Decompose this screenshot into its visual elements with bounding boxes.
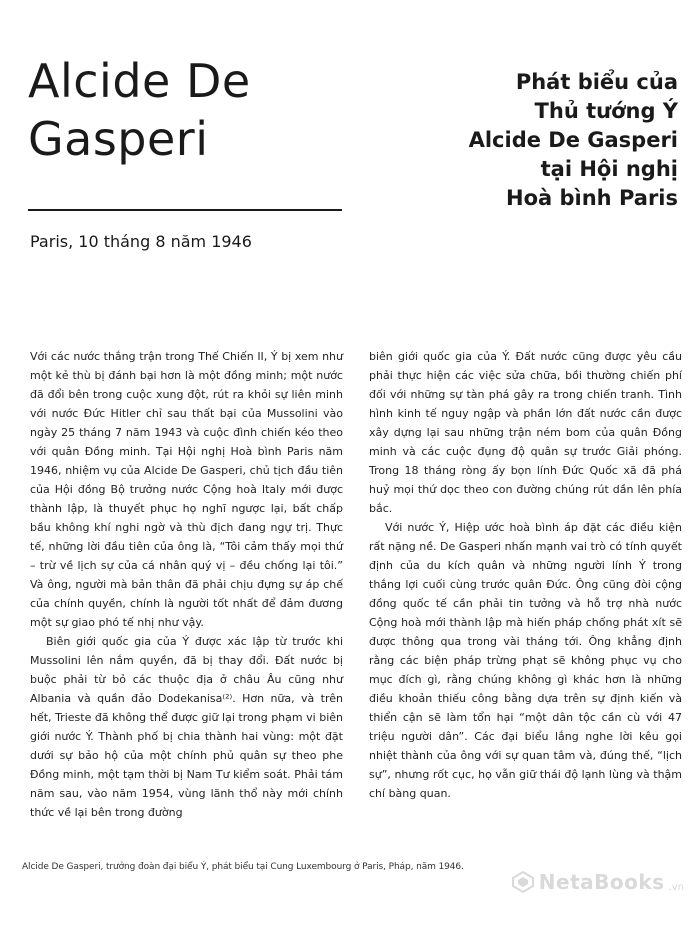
speech-title-line-5: Hoà bình Paris (506, 186, 678, 210)
body-column-right (369, 347, 682, 803)
speech-title (378, 68, 678, 213)
title-line-2: Gasperi (28, 112, 209, 166)
speech-title-line-1: Phát biểu của (515, 70, 678, 94)
watermark-suffix: .vn (668, 881, 684, 893)
netabooks-logo-icon (511, 870, 535, 894)
photo-caption: Alcide De Gasperi, trưởng đoàn đại biểu Ý, phát biểu tại Cung Luxembourg ở Paris, Pháp, năm 1946. (22, 862, 464, 872)
title-line-1: Alcide De (28, 54, 251, 108)
speech-title-line-2: Thủ tướng Ý (534, 99, 678, 123)
title-divider (28, 209, 342, 211)
body-paragraph: Với các nước thắng trận trong Thế Chiến II, Ý bị xem như một kẻ thù bị đánh bại hơn là một đồng minh; một nước đã đổi bên trong cuộc xung đột, rút ra khỏi sự liên minh với nước Đức Hitler chỉ sau thất bại của Mussolini vào ngày 25 tháng 7 năm 1943 và cuộc đình chiến kéo theo với quân Đồng minh. Tại Hội nghị Hoà bình Paris năm 1946, nhiệm vụ của Alcide De Gasperi, chủ tịch đầu tiên của Hội đồng Bộ trưởng nước Cộng hoà Italy mới được thành lập, là thuyết phục họ nghĩ ngược lại, bất chấp bầu không khí nghi ngờ và thù địch đang ngự trị. Thực tế, những lời đầu tiên của ông là, “Tôi cảm thấy mọi thứ – trừ về lịch sự của cá nhân quý vị – đều chống lại tôi.” Và ông, người mà bản thân đã phải chịu đựng sự áp chế của chính quyền, chính là người tốt nhất để đảm đương một sự giao phó tế nhị như vậy. (30, 350, 343, 629)
person-name-title (28, 52, 348, 168)
body-paragraph: Biên giới quốc gia của Ý được xác lập từ trước khi Mussolini lên nắm quyền, đã bị thay đổi. Đất nước bị buộc phải từ bỏ các thuộc địa ở châu Âu cũng như Albania và quần đảo Dodekanisa⁽²⁾. Hơn nữa, và trên hết, Trieste đã không thể được giữ lại trong phạm vi biên giới nước Ý. Thành phố bị chia thành hai vùng: một đặt dưới sự bảo hộ của một chính phủ quân sự theo phe Đồng minh, một tạm thời bị Nam Tư kiểm soát. Phải tám năm sau, vào năm 1954, vùng lãnh thổ này mới chính thức về lại bên trong đường (30, 635, 343, 819)
body-paragraph: Với nước Ý, Hiệp ước hoà bình áp đặt các điều kiện rất nặng nề. De Gasperi nhấn mạnh vai trò có tính quyết định của du kích quân và những người lính Ý trong thắng lợi cuối cùng trước quân Đức. Ông cũng đòi cộng đồng quốc tế cần phải tin tưởng và hỗ trợ nhà nước Cộng hoà mới thành lập mà hiến pháp chống phát xít sẽ được thông qua trong vài tháng tới. Ông khẳng định rằng các biện pháp trừng phạt sẽ không phục vụ cho mục đích gì, rằng chúng không gì khác hơn là những điều khoản thiếu công bằng dựa trên sự định kiến và thiển cận sẽ làm tổn hại “một dân tộc cần cù với 47 triệu người dân”. Các đại biểu lắng nghe lời kêu gọi nhiệt thành của ông với sự quan tâm và, đúng thế, “lịch sự”, nhưng rốt cục, họ vẫn giữ thái độ lạnh lùng và thậm chí bàng quan. (369, 521, 682, 800)
dateline: Paris, 10 tháng 8 năm 1946 (30, 232, 252, 251)
watermark-brand: NetaBooks (538, 870, 665, 894)
netabooks-watermark (511, 870, 684, 894)
body-paragraph: biên giới quốc gia của Ý. Đất nước cũng được yêu cầu phải thực hiện các việc sửa chữa, bồi thường chiến phí đối với những sự tàn phá gây ra trong chiến tranh. Tình hình kinh tế nguy ngập và phần lớn đất nước cần được xây dựng lại sau những trận ném bom của quân Đồng minh và các cuộc đụng độ quân sự trước Giải phóng. Trong 18 tháng ròng ấy bọn lính Đức Quốc xã đã phá huỷ mọi thứ dọc theo con đường chúng rút dần lên phía bắc. (369, 350, 682, 515)
body-column-left (30, 347, 343, 822)
speech-title-line-3: Alcide De Gasperi (468, 128, 678, 152)
speech-title-line-4: tại Hội nghị (540, 157, 678, 181)
